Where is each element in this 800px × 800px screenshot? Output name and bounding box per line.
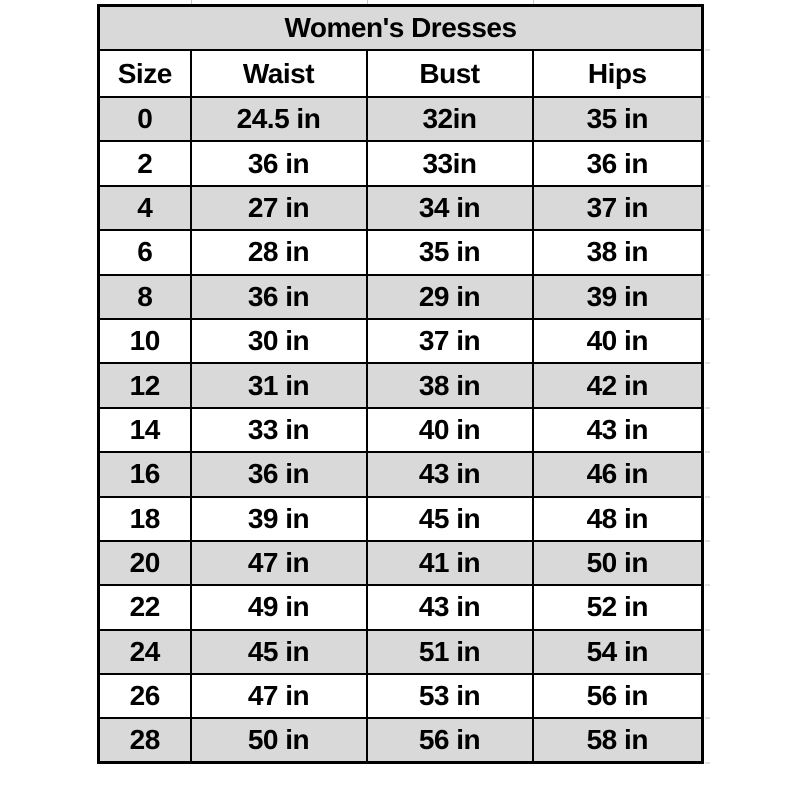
hips-cell: 38 in <box>533 230 703 274</box>
bust-cell: 43 in <box>367 452 533 496</box>
table-row <box>99 630 703 674</box>
col-header-hips: Hips <box>533 50 703 97</box>
gridline-tick <box>705 540 710 542</box>
size-cell: 2 <box>99 141 191 185</box>
size-cell: 0 <box>99 97 191 141</box>
table-row <box>99 497 703 541</box>
bust-cell: 41 in <box>367 541 533 585</box>
waist-cell: 49 in <box>191 585 367 629</box>
bust-cell: 33in <box>367 141 533 185</box>
table-row <box>99 452 703 496</box>
hips-cell: 36 in <box>533 141 703 185</box>
table-body <box>99 97 703 763</box>
gridline-stub <box>191 0 192 4</box>
hips-cell: 54 in <box>533 630 703 674</box>
waist-cell: 24.5 in <box>191 97 367 141</box>
waist-cell: 28 in <box>191 230 367 274</box>
table-row <box>99 141 703 185</box>
hips-cell: 52 in <box>533 585 703 629</box>
gridline-tick <box>705 140 710 142</box>
bust-cell: 34 in <box>367 186 533 230</box>
table-row <box>99 674 703 718</box>
size-cell: 4 <box>99 186 191 230</box>
waist-cell: 36 in <box>191 452 367 496</box>
size-cell: 16 <box>99 452 191 496</box>
gridline-stub <box>533 0 534 4</box>
bust-cell: 32in <box>367 97 533 141</box>
hips-cell: 37 in <box>533 186 703 230</box>
waist-cell: 39 in <box>191 497 367 541</box>
size-cell: 6 <box>99 230 191 274</box>
bust-cell: 45 in <box>367 497 533 541</box>
hips-cell: 50 in <box>533 541 703 585</box>
gridline-stub <box>367 0 368 4</box>
gridline-tick <box>705 229 710 231</box>
waist-cell: 36 in <box>191 141 367 185</box>
gridline-tick <box>705 407 710 409</box>
col-header-waist: Waist <box>191 50 367 97</box>
table-row <box>99 541 703 585</box>
table-header-row <box>99 50 703 97</box>
table-row <box>99 186 703 230</box>
gridline-tick <box>705 496 710 498</box>
waist-cell: 45 in <box>191 630 367 674</box>
gridline-tick <box>705 717 710 719</box>
table-row <box>99 319 703 363</box>
gridline-tick <box>705 451 710 453</box>
table-row <box>99 275 703 319</box>
table-title: Women's Dresses <box>99 6 703 51</box>
table-row <box>99 363 703 407</box>
table-row <box>99 230 703 274</box>
gridline-tick <box>705 673 710 675</box>
table-row <box>99 97 703 141</box>
size-cell: 14 <box>99 408 191 452</box>
hips-cell: 48 in <box>533 497 703 541</box>
size-cell: 24 <box>99 630 191 674</box>
bust-cell: 53 in <box>367 674 533 718</box>
gridline-tick <box>705 49 710 51</box>
waist-cell: 33 in <box>191 408 367 452</box>
gridline-tick <box>705 762 710 764</box>
table-row <box>99 408 703 452</box>
waist-cell: 47 in <box>191 674 367 718</box>
gridline-tick <box>705 318 710 320</box>
col-header-size: Size <box>99 50 191 97</box>
size-cell: 18 <box>99 497 191 541</box>
gridline-tick <box>705 584 710 586</box>
bust-cell: 56 in <box>367 718 533 762</box>
bust-cell: 29 in <box>367 275 533 319</box>
size-cell: 28 <box>99 718 191 762</box>
bust-cell: 40 in <box>367 408 533 452</box>
size-cell: 12 <box>99 363 191 407</box>
bust-cell: 37 in <box>367 319 533 363</box>
gridline-tick <box>705 629 710 631</box>
waist-cell: 50 in <box>191 718 367 762</box>
gridline-tick <box>705 362 710 364</box>
size-cell: 20 <box>99 541 191 585</box>
gridline-tick <box>705 274 710 276</box>
hips-cell: 35 in <box>533 97 703 141</box>
bust-cell: 35 in <box>367 230 533 274</box>
size-cell: 8 <box>99 275 191 319</box>
gridline-tick <box>705 96 710 98</box>
hips-cell: 46 in <box>533 452 703 496</box>
bust-cell: 38 in <box>367 363 533 407</box>
hips-cell: 40 in <box>533 319 703 363</box>
hips-cell: 58 in <box>533 718 703 762</box>
table-row <box>99 585 703 629</box>
waist-cell: 36 in <box>191 275 367 319</box>
waist-cell: 47 in <box>191 541 367 585</box>
size-chart-table <box>97 4 704 764</box>
size-cell: 26 <box>99 674 191 718</box>
hips-cell: 39 in <box>533 275 703 319</box>
col-header-bust: Bust <box>367 50 533 97</box>
hips-cell: 56 in <box>533 674 703 718</box>
bust-cell: 43 in <box>367 585 533 629</box>
waist-cell: 31 in <box>191 363 367 407</box>
table-row <box>99 718 703 762</box>
table-title-row <box>99 6 703 51</box>
hips-cell: 42 in <box>533 363 703 407</box>
gridline-tick <box>705 185 710 187</box>
hips-cell: 43 in <box>533 408 703 452</box>
size-cell: 10 <box>99 319 191 363</box>
waist-cell: 27 in <box>191 186 367 230</box>
waist-cell: 30 in <box>191 319 367 363</box>
size-cell: 22 <box>99 585 191 629</box>
bust-cell: 51 in <box>367 630 533 674</box>
